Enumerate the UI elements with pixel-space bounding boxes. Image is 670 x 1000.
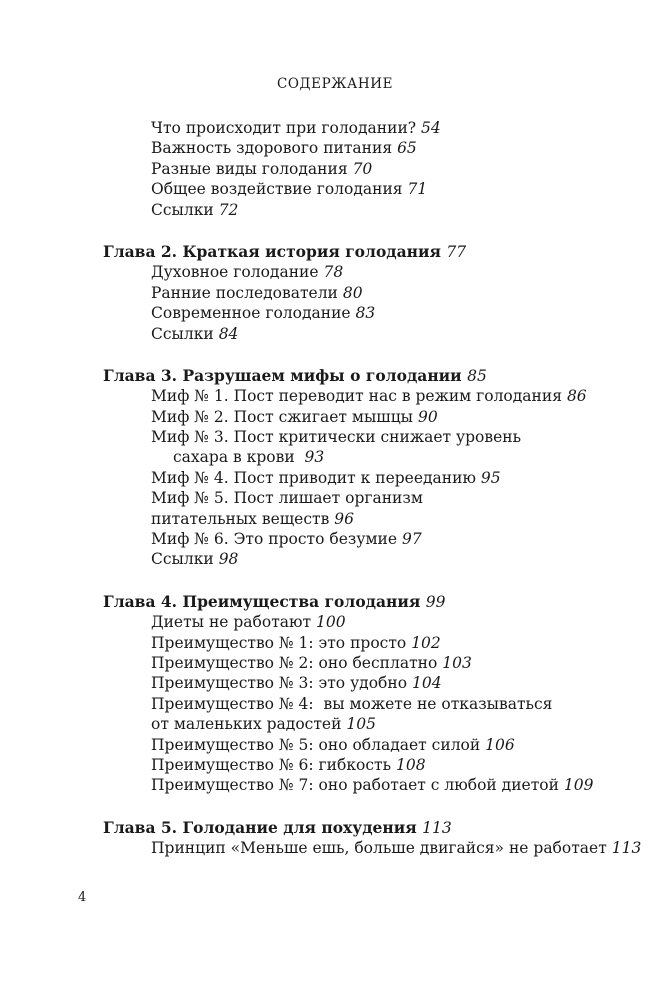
toc-entry[interactable]: Миф № 3. Пост критически снижает уровень — [151, 428, 522, 447]
page-number: 78 — [323, 263, 344, 282]
chapter-2-heading[interactable]: Глава 2. Краткая история голодания 77 — [103, 241, 467, 261]
section-gap — [103, 796, 643, 818]
toc-entry[interactable]: Преимущество № 3: это удобно 104 — [151, 674, 442, 693]
page-number: 105 — [346, 715, 376, 734]
toc-entry[interactable]: Преимущество № 2: оно бесплатно 103 — [151, 653, 472, 672]
toc-entry[interactable]: Преимущество № 1: это просто 102 — [151, 633, 441, 652]
toc-entry[interactable]: Миф № 4. Пост приводит к перееданию 95 — [151, 468, 501, 487]
page-number: 96 — [334, 509, 354, 528]
running-head: СОДЕРЖАНИЕ — [276, 76, 394, 92]
page-number: 113 — [611, 839, 642, 858]
page-number: 100 — [316, 613, 346, 632]
toc-entry[interactable]: Миф № 5. Пост лишает организм — [151, 489, 423, 508]
section-gap — [103, 220, 643, 242]
toc-entry[interactable]: Ссылки 98 — [151, 550, 239, 569]
page-number: 71 — [407, 180, 428, 199]
toc-entry[interactable]: Ранние последователи 80 — [151, 283, 363, 302]
toc-entry[interactable]: Преимущество № 5: оно обладает силой 106 — [151, 735, 515, 754]
toc-entry-continuation[interactable]: сахара в крови 93 — [173, 448, 325, 467]
toc-entry-continuation[interactable]: питательных веществ 96 — [151, 509, 354, 528]
table-of-contents — [103, 118, 643, 859]
toc-entry[interactable]: Диеты не работают 100 — [151, 613, 346, 632]
page-number-folio: 4 — [78, 890, 87, 905]
page-number: 70 — [352, 159, 373, 178]
toc-entry-continuation[interactable]: от маленьких радостей 105 — [151, 715, 376, 734]
page-number: 85 — [467, 366, 487, 385]
page-number: 99 — [425, 592, 446, 611]
page-number: 65 — [397, 139, 417, 158]
section-gap — [103, 344, 643, 366]
toc-entry[interactable]: Разные виды голодания 70 — [151, 159, 373, 178]
toc-entry[interactable]: Преимущество № 4: вы можете не отказываться — [151, 694, 553, 713]
chapter-3-heading[interactable]: Глава 3. Разрушаем мифы о голодании 85 — [103, 365, 487, 385]
page-number: 102 — [411, 633, 441, 652]
page-number: 77 — [446, 242, 467, 261]
page-number: 95 — [480, 468, 501, 487]
page-number: 93 — [304, 448, 325, 467]
toc-entry[interactable]: Принцип «Меньше ешь, больше двигайся» не работает 113 — [151, 839, 642, 858]
toc-entry[interactable]: Преимущество № 7: оно работает с любой диетой 109 — [151, 776, 594, 795]
toc-entry[interactable]: Важность здорового питания 65 — [151, 139, 417, 158]
page-number: 109 — [563, 776, 594, 795]
page-number: 97 — [401, 530, 422, 549]
page-number: 54 — [421, 119, 441, 137]
toc-entry[interactable]: Современное голодание 83 — [151, 304, 376, 323]
page-number: 103 — [442, 653, 472, 672]
page-number: 108 — [395, 755, 426, 774]
page-number: 106 — [485, 735, 515, 754]
page-number: 84 — [218, 324, 239, 343]
toc-entry[interactable]: Миф № 6. Это просто безумие 97 — [151, 530, 422, 549]
toc-entry[interactable]: Миф № 2. Пост сжигает мышцы 90 — [151, 407, 438, 426]
page-number: 72 — [218, 200, 239, 219]
toc-entry[interactable]: Что происходит при голодании? 54 — [151, 119, 441, 137]
toc-entry[interactable]: Духовное голодание 78 — [151, 263, 344, 282]
toc-entry[interactable]: Ссылки 84 — [151, 324, 239, 343]
toc-entry[interactable]: Ссылки 72 — [151, 200, 239, 219]
page-number: 104 — [412, 674, 442, 693]
chapter-5-heading[interactable]: Глава 5. Голодание для похудения 113 — [103, 817, 452, 837]
page-number: 80 — [342, 283, 363, 302]
page-number: 90 — [417, 407, 438, 426]
chapter-4-heading[interactable]: Глава 4. Преимущества голодания 99 — [103, 591, 446, 611]
page-number: 86 — [566, 387, 587, 406]
toc-entry[interactable]: Преимущество № 6: гибкость 108 — [151, 755, 426, 774]
page-number: 98 — [218, 550, 239, 569]
section-gap — [103, 570, 643, 592]
page-number: 83 — [355, 304, 376, 323]
page-number: 113 — [422, 818, 452, 837]
toc-entry[interactable]: Общее воздействие голодания 71 — [151, 180, 428, 199]
toc-entry[interactable]: Миф № 1. Пост переводит нас в режим голодания 86 — [151, 387, 587, 406]
